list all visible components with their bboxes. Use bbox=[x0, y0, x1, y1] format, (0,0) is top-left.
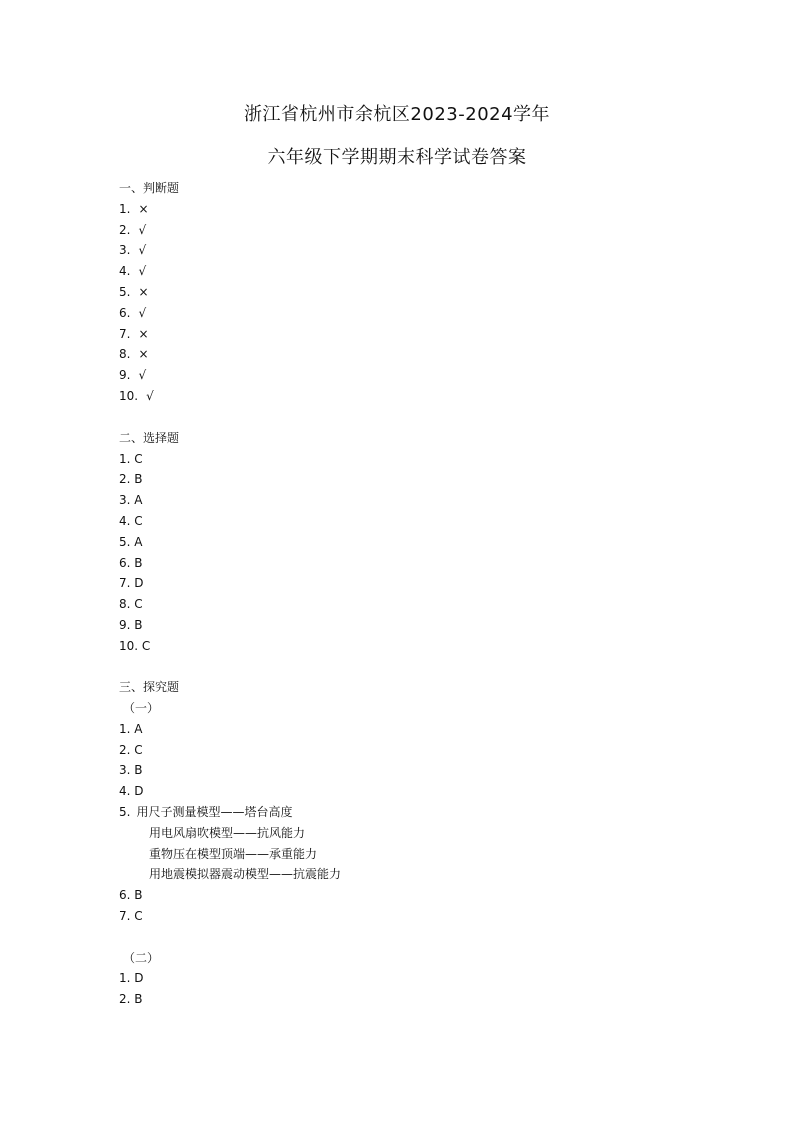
section-heading-judgment: 一、判断题 bbox=[119, 181, 180, 195]
inquiry-item: 1. A bbox=[119, 722, 143, 736]
section-heading-choice: 二、选择题 bbox=[119, 431, 180, 445]
choice-item: 3. A bbox=[119, 493, 143, 507]
choice-item: 2. B bbox=[119, 472, 143, 486]
judgment-item: 3. √ bbox=[119, 243, 147, 257]
choice-item: 4. C bbox=[119, 514, 143, 528]
inquiry-item: 1. D bbox=[119, 971, 144, 985]
inquiry-item: 2. C bbox=[119, 743, 143, 757]
choice-item: 7. D bbox=[119, 576, 144, 590]
section-heading-inquiry: 三、探究题 bbox=[119, 680, 180, 694]
inquiry-item: 2. B bbox=[119, 992, 143, 1006]
inquiry-part1-label: （一） bbox=[123, 701, 160, 715]
judgment-item: 4. √ bbox=[119, 264, 147, 278]
inquiry-item: 3. B bbox=[119, 763, 143, 777]
judgment-item: 6. √ bbox=[119, 306, 147, 320]
choice-item: 1. C bbox=[119, 452, 143, 466]
choice-item: 10. C bbox=[119, 639, 151, 653]
judgment-item: 1. × bbox=[119, 202, 149, 216]
choice-item: 6. B bbox=[119, 556, 143, 570]
doc-title-line2: 六年级下学期期末科学试卷答案 bbox=[267, 147, 527, 168]
inquiry-q5-line: 用地震模拟器震动模型——抗震能力 bbox=[149, 867, 342, 881]
inquiry-q5-line: 重物压在模型顶端——承重能力 bbox=[149, 847, 318, 861]
inquiry-q5-line: 用电风扇吹模型——抗风能力 bbox=[149, 826, 306, 840]
inquiry-item: 7. C bbox=[119, 909, 143, 923]
judgment-item: 2. √ bbox=[119, 223, 147, 237]
inquiry-part2-label: （二） bbox=[123, 951, 160, 965]
inquiry-item: 6. B bbox=[119, 888, 143, 902]
choice-item: 5. A bbox=[119, 535, 143, 549]
judgment-item: 10. √ bbox=[119, 389, 154, 403]
doc-title-line1: 浙江省杭州市余杭区2023-2024学年 bbox=[243, 104, 551, 125]
judgment-item: 8. × bbox=[119, 347, 149, 361]
choice-item: 9. B bbox=[119, 618, 143, 632]
inquiry-item: 4. D bbox=[119, 784, 144, 798]
judgment-item: 7. × bbox=[119, 327, 149, 341]
choice-item: 8. C bbox=[119, 597, 143, 611]
judgment-item: 9. √ bbox=[119, 368, 147, 382]
judgment-item: 5. × bbox=[119, 285, 149, 299]
inquiry-q5: 5. 用尺子测量模型——塔台高度 bbox=[119, 805, 293, 819]
